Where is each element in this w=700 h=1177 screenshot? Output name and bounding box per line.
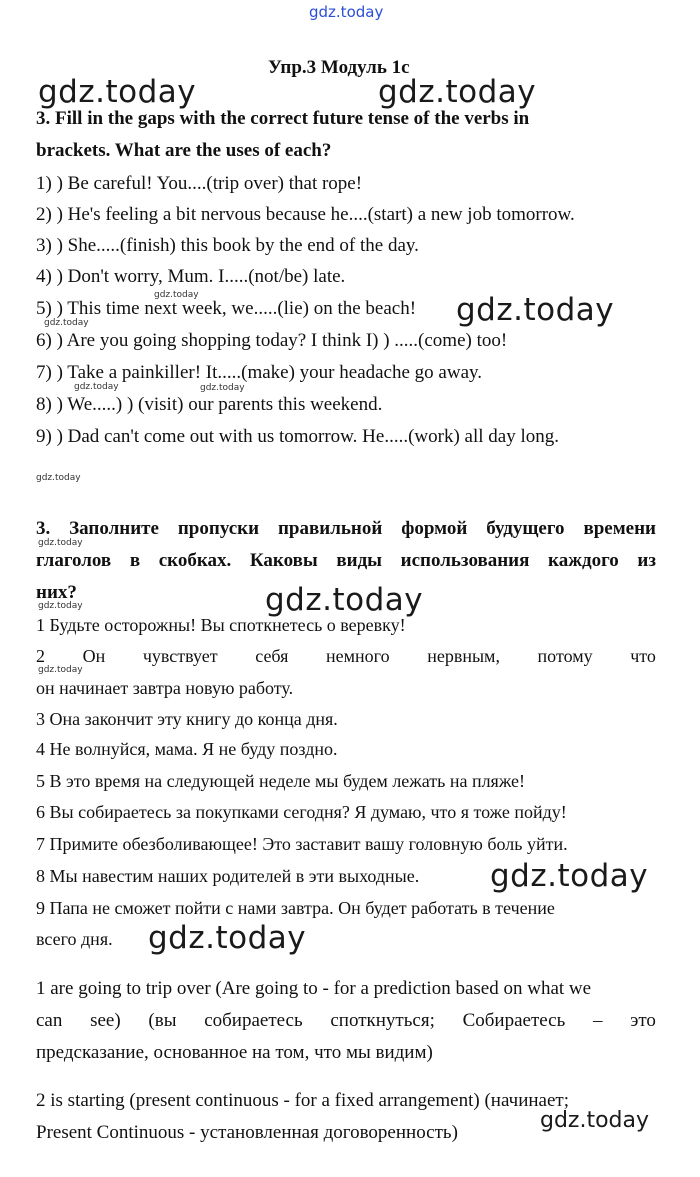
watermark-big: gdz.today — [265, 582, 424, 618]
exercise-item-ru: 6 Вы собираетесь за покупками сегодня? Я думаю, что я тоже пойду! — [36, 802, 567, 822]
exercise-item-en: 6) ) Are you going shopping today? I think I) ) .....(come) too! — [36, 330, 508, 351]
exercise-item-ru: 4 Не волнуйся, мама. Я не буду поздно. — [36, 739, 338, 759]
watermark-big: gdz.today — [490, 858, 649, 894]
exercise-item-ru: 5 В это время на следующей неделе мы будем лежать на пляже! — [36, 771, 526, 791]
exercise-heading-ru: 3. Заполните пропуски правильной формой будущего времени — [36, 518, 656, 539]
top-watermark: gdz.today — [309, 3, 384, 21]
exercise-heading-ru: них? — [36, 582, 77, 603]
watermark-small: gdz.today — [38, 538, 83, 548]
exercise-item-ru: 2 Он чувствует себя немного нервным, потому что — [36, 646, 656, 666]
exercise-item-ru: 1 Будьте осторожны! Вы споткнетесь о веревку! — [36, 615, 406, 635]
exercise-item-ru: 3 Она закончит эту книгу до конца дня. — [36, 709, 338, 729]
watermark-small: gdz.today — [36, 473, 81, 483]
answer-line: 2 is starting (present continuous - for a fixed arrangement) (начинает; — [36, 1090, 569, 1111]
answer-line: 1 are going to trip over (Are going to - for a prediction based on what we — [36, 978, 592, 999]
exercise-item-ru: 9 Папа не сможет пойти с нами завтра. Он будет работать в течение — [36, 898, 555, 918]
watermark-big: gdz.today — [378, 74, 537, 110]
watermark-big: gdz.today — [148, 920, 307, 956]
watermark-small: gdz.today — [38, 601, 83, 611]
exercise-item-en: 4) ) Don't worry, Mum. I.....(not/be) late. — [36, 266, 346, 287]
exercise-heading-en: 3. Fill in the gaps with the correct future tense of the verbs in — [36, 108, 530, 129]
watermark-small: gdz.today — [154, 290, 199, 300]
answer-line: can see) (вы собираетесь споткнуться; Собираетесь – это — [36, 1010, 656, 1031]
exercise-item-en: 9) ) Dad can't come out with us tomorrow. He.....(work) all day long. — [36, 426, 559, 447]
exercise-item-en: 1) ) Be careful! You....(trip over) that rope! — [36, 173, 363, 194]
exercise-item-ru: 7 Примите обезболивающее! Это заставит вашу головную боль уйти. — [36, 834, 568, 854]
exercise-heading-ru: глаголов в скобках. Каковы виды использования каждого из — [36, 550, 656, 571]
exercise-item-en: 5) ) This time next week, we.....(lie) on the beach! — [36, 298, 417, 319]
exercise-item-ru: всего дня. — [36, 929, 113, 949]
watermark-small: gdz.today — [74, 382, 119, 392]
exercise-item-en: 3) ) She.....(finish) this book by the end of the day. — [36, 235, 419, 256]
exercise-item-ru: он начинает завтра новую работу. — [36, 678, 294, 698]
watermark-small: gdz.today — [38, 665, 83, 675]
answer-line: Present Continuous - установленная договоренность) — [36, 1122, 458, 1143]
watermark-big: gdz.today — [38, 74, 197, 110]
page-title: Упр.3 Модуль 1c — [268, 57, 410, 78]
exercise-item-en: 7) ) Take a painkiller! It.....(make) your headache go away. — [36, 362, 483, 383]
exercise-heading-en: brackets. What are the uses of each? — [36, 140, 332, 161]
exercise-item-en: 8) ) We.....) ) (visit) our parents this weekend. — [36, 394, 383, 415]
watermark-medium: gdz.today — [540, 1108, 650, 1133]
watermark-small: gdz.today — [44, 318, 89, 328]
watermark-big: gdz.today — [456, 292, 615, 328]
exercise-item-ru: 8 Мы навестим наших родителей в эти выходные. — [36, 866, 420, 886]
exercise-item-en: 2) ) He's feeling a bit nervous because he....(start) a new job tomorrow. — [36, 204, 575, 225]
watermark-small: gdz.today — [200, 383, 245, 393]
answer-line: предсказание, основанное на том, что мы видим) — [36, 1042, 433, 1063]
